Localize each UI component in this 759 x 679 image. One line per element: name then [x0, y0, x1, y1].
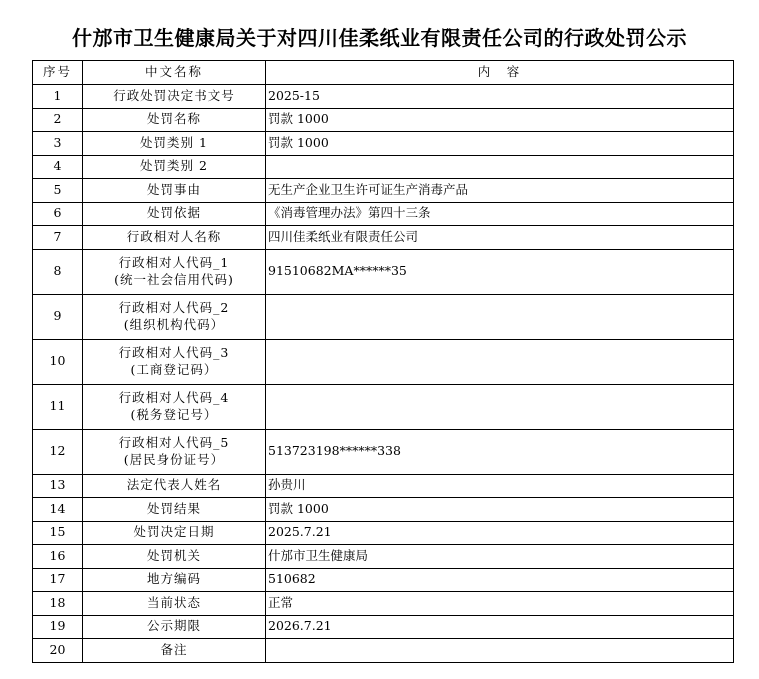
row-name: 法定代表人姓名: [83, 474, 266, 498]
page-title: 什邡市卫生健康局关于对四川佳柔纸业有限责任公司的行政处罚公示: [72, 26, 687, 50]
table-row: [33, 294, 734, 339]
row-name-main: 行政相对人代码_1: [118, 254, 230, 270]
row-number: 14: [33, 498, 83, 522]
row-name: 处罚类别 2: [83, 155, 266, 179]
row-number: 2: [33, 108, 83, 132]
table-row: [33, 179, 734, 203]
row-name-main: 行政相对人代码_4: [118, 389, 230, 405]
row-number: 16: [33, 545, 83, 569]
row-number: 6: [33, 202, 83, 226]
row-number: 4: [33, 155, 83, 179]
row-name: [83, 339, 266, 384]
row-value: [266, 155, 734, 179]
row-number: 5: [33, 179, 83, 203]
row-value: 正常: [266, 592, 734, 616]
table-row: [33, 202, 734, 226]
row-name: 处罚依据: [83, 202, 266, 226]
table-row: [33, 498, 734, 522]
row-number: 19: [33, 615, 83, 639]
penalty-table: [32, 60, 734, 663]
row-value: 罚款 1000: [266, 498, 734, 522]
row-number: 7: [33, 226, 83, 250]
row-name-sub: (工商登记码）: [130, 361, 218, 377]
row-number: 8: [33, 249, 83, 294]
table-row: [33, 429, 734, 474]
row-value: 2025.7.21: [266, 521, 734, 545]
row-value: 什邡市卫生健康局: [266, 545, 734, 569]
row-value: [266, 384, 734, 429]
row-number: 1: [33, 85, 83, 109]
table-row: [33, 545, 734, 569]
table-row: [33, 568, 734, 592]
table-row: [33, 85, 734, 109]
row-name-main: 行政相对人代码_3: [118, 344, 230, 360]
table-row: [33, 226, 734, 250]
row-name: 处罚决定日期: [83, 521, 266, 545]
table-row: [33, 132, 734, 156]
row-name: 处罚名称: [83, 108, 266, 132]
row-name: 行政处罚决定书文号: [83, 85, 266, 109]
row-name: 处罚事由: [83, 179, 266, 203]
row-name: [83, 294, 266, 339]
row-value: 513723198******338: [266, 429, 734, 474]
row-value: 91510682MA******35: [266, 249, 734, 294]
table-row: [33, 521, 734, 545]
row-number: 10: [33, 339, 83, 384]
table-row: [33, 639, 734, 663]
row-number: 18: [33, 592, 83, 616]
table-row: [33, 592, 734, 616]
row-name-sub: (组织机构代码）: [123, 316, 225, 332]
row-number: 11: [33, 384, 83, 429]
row-name-sub: (居民身份证号）: [123, 451, 225, 467]
row-name-sub: (统一社会信用代码): [114, 271, 234, 287]
row-name: 行政相对人名称: [83, 226, 266, 250]
row-value: [266, 339, 734, 384]
row-value: 罚款 1000: [266, 132, 734, 156]
row-value: 510682: [266, 568, 734, 592]
row-name: 备注: [83, 639, 266, 663]
row-number: 15: [33, 521, 83, 545]
header-content: 内 容: [266, 61, 734, 85]
row-number: 3: [33, 132, 83, 156]
row-number: 17: [33, 568, 83, 592]
row-name: [83, 429, 266, 474]
row-number: 13: [33, 474, 83, 498]
row-name-main: 行政相对人代码_5: [118, 434, 230, 450]
header-no: 序号: [33, 61, 83, 85]
row-name: 地方编码: [83, 568, 266, 592]
row-name: 当前状态: [83, 592, 266, 616]
row-number: 12: [33, 429, 83, 474]
table-row: [33, 339, 734, 384]
row-value: 孙贵川: [266, 474, 734, 498]
row-name: 处罚类别 1: [83, 132, 266, 156]
row-name: [83, 249, 266, 294]
row-value: 四川佳柔纸业有限责任公司: [266, 226, 734, 250]
row-name: [83, 384, 266, 429]
row-name-main: 行政相对人代码_2: [118, 299, 230, 315]
table-row: [33, 249, 734, 294]
table-row: [33, 155, 734, 179]
row-number: 20: [33, 639, 83, 663]
row-number: 9: [33, 294, 83, 339]
header-name: 中文名称: [83, 61, 266, 85]
table-row: [33, 384, 734, 429]
table-row: [33, 108, 734, 132]
row-name: 处罚结果: [83, 498, 266, 522]
row-value: 2025-15: [266, 85, 734, 109]
row-value: [266, 294, 734, 339]
row-value: 2026.7.21: [266, 615, 734, 639]
row-name: 处罚机关: [83, 545, 266, 569]
row-name-sub: (税务登记号）: [130, 406, 218, 422]
table-header-row: [33, 61, 734, 85]
table-row: [33, 474, 734, 498]
row-value: 无生产企业卫生许可证生产消毒产品: [266, 179, 734, 203]
row-value: 《消毒管理办法》第四十三条: [266, 202, 734, 226]
row-value: 罚款 1000: [266, 108, 734, 132]
row-value: [266, 639, 734, 663]
row-name: 公示期限: [83, 615, 266, 639]
table-row: [33, 615, 734, 639]
